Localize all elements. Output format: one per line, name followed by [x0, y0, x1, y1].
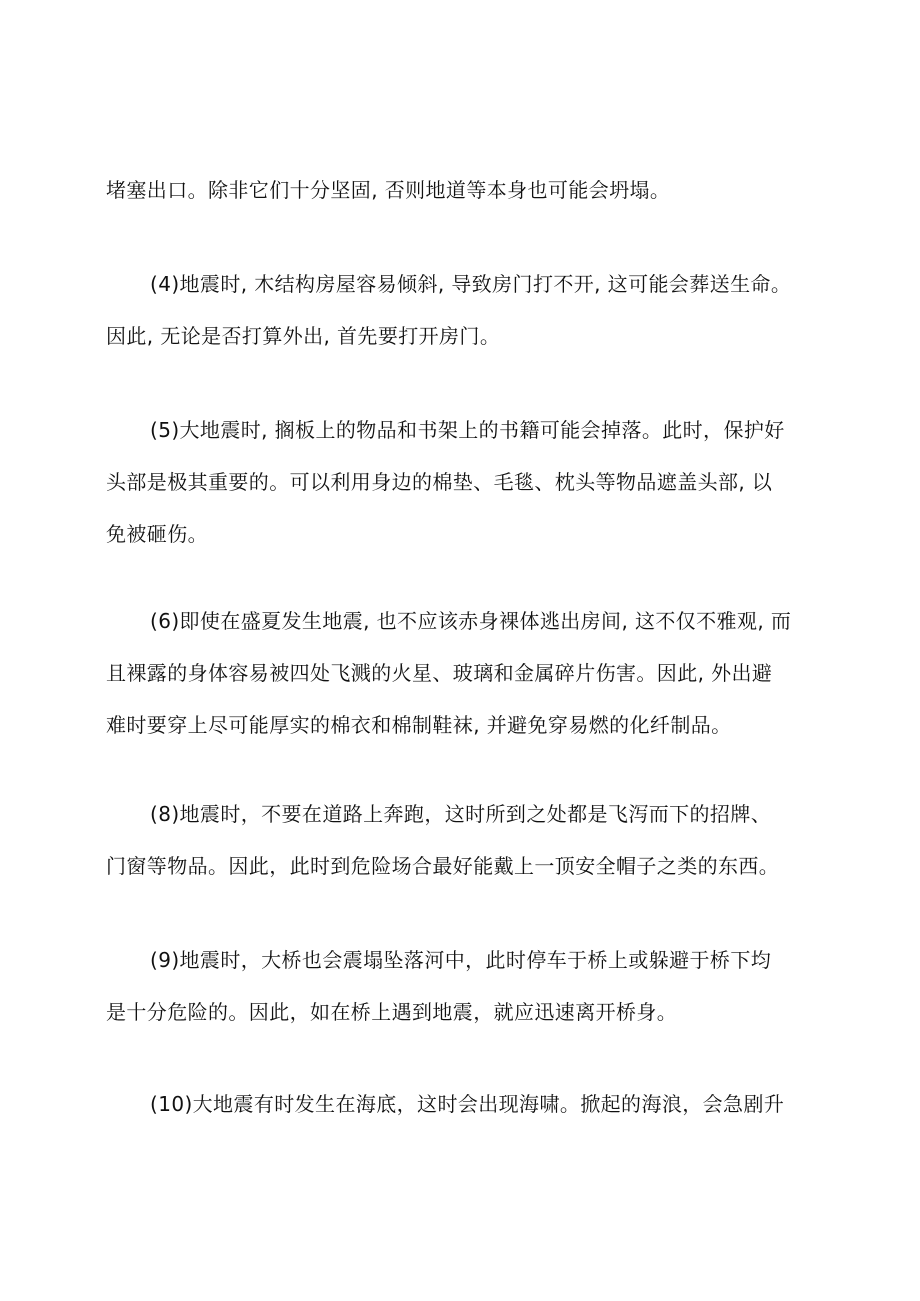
paragraph-item-8	[106, 788, 822, 892]
paragraph-line: (6)即使在盛夏发生地震, 也不应该赤身裸体逃出房间, 这不仅不雅观, 而	[150, 609, 792, 633]
paragraph-line: 门窗等物品。因此，此时到危险场合最好能戴上一顶安全帽子之类的东西。	[106, 854, 780, 878]
paragraph-item-4	[106, 258, 822, 362]
paragraph-line: 是十分危险的。因此，如在桥上遇到地震，就应迅速离开桥身。	[106, 1000, 678, 1024]
paragraph-continued	[106, 164, 822, 216]
paragraph-line: (10)大地震有时发生在海底，这时会出现海啸。掀起的海浪，会急剧升	[150, 1092, 785, 1116]
paragraph-line: 免被砸伤。	[106, 522, 208, 546]
paragraph-line: 因此, 无论是否打算外出, 首先要打开房门。	[106, 324, 501, 348]
paragraph-line: (8)地震时，不要在道路上奔跑，这时所到之处都是飞泻而下的招牌、	[150, 802, 772, 826]
paragraph-line: 且裸露的身体容易被四处飞溅的火星、玻璃和金属碎片伤害。因此, 外出避	[106, 661, 773, 685]
paragraph-line: (4)地震时, 木结构房屋容易倾斜, 导致房门打不开, 这可能会葬送生命。	[150, 272, 792, 296]
paragraph-line: 堵塞出口。除非它们十分坚固, 否则地道等本身也可能会坍塌。	[106, 178, 671, 202]
paragraph-item-9	[106, 934, 822, 1038]
paragraph-item-6	[106, 595, 822, 751]
paragraph-item-10	[106, 1078, 822, 1130]
paragraph-item-5	[106, 404, 822, 560]
paragraph-line: (9)地震时，大桥也会震塌坠落河中，此时停车于桥上或躲避于桥下均	[150, 948, 772, 972]
paragraph-line: (5)大地震时, 搁板上的物品和书架上的书籍可能会掉落。此时，保护好	[150, 418, 785, 442]
paragraph-line: 难时要穿上尽可能厚实的棉衣和棉制鞋袜, 并避免穿易燃的化纤制品。	[106, 713, 732, 737]
paragraph-line: 头部是极其重要的。可以利用身边的棉垫、毛毯、枕头等物品遮盖头部, 以	[106, 470, 773, 494]
